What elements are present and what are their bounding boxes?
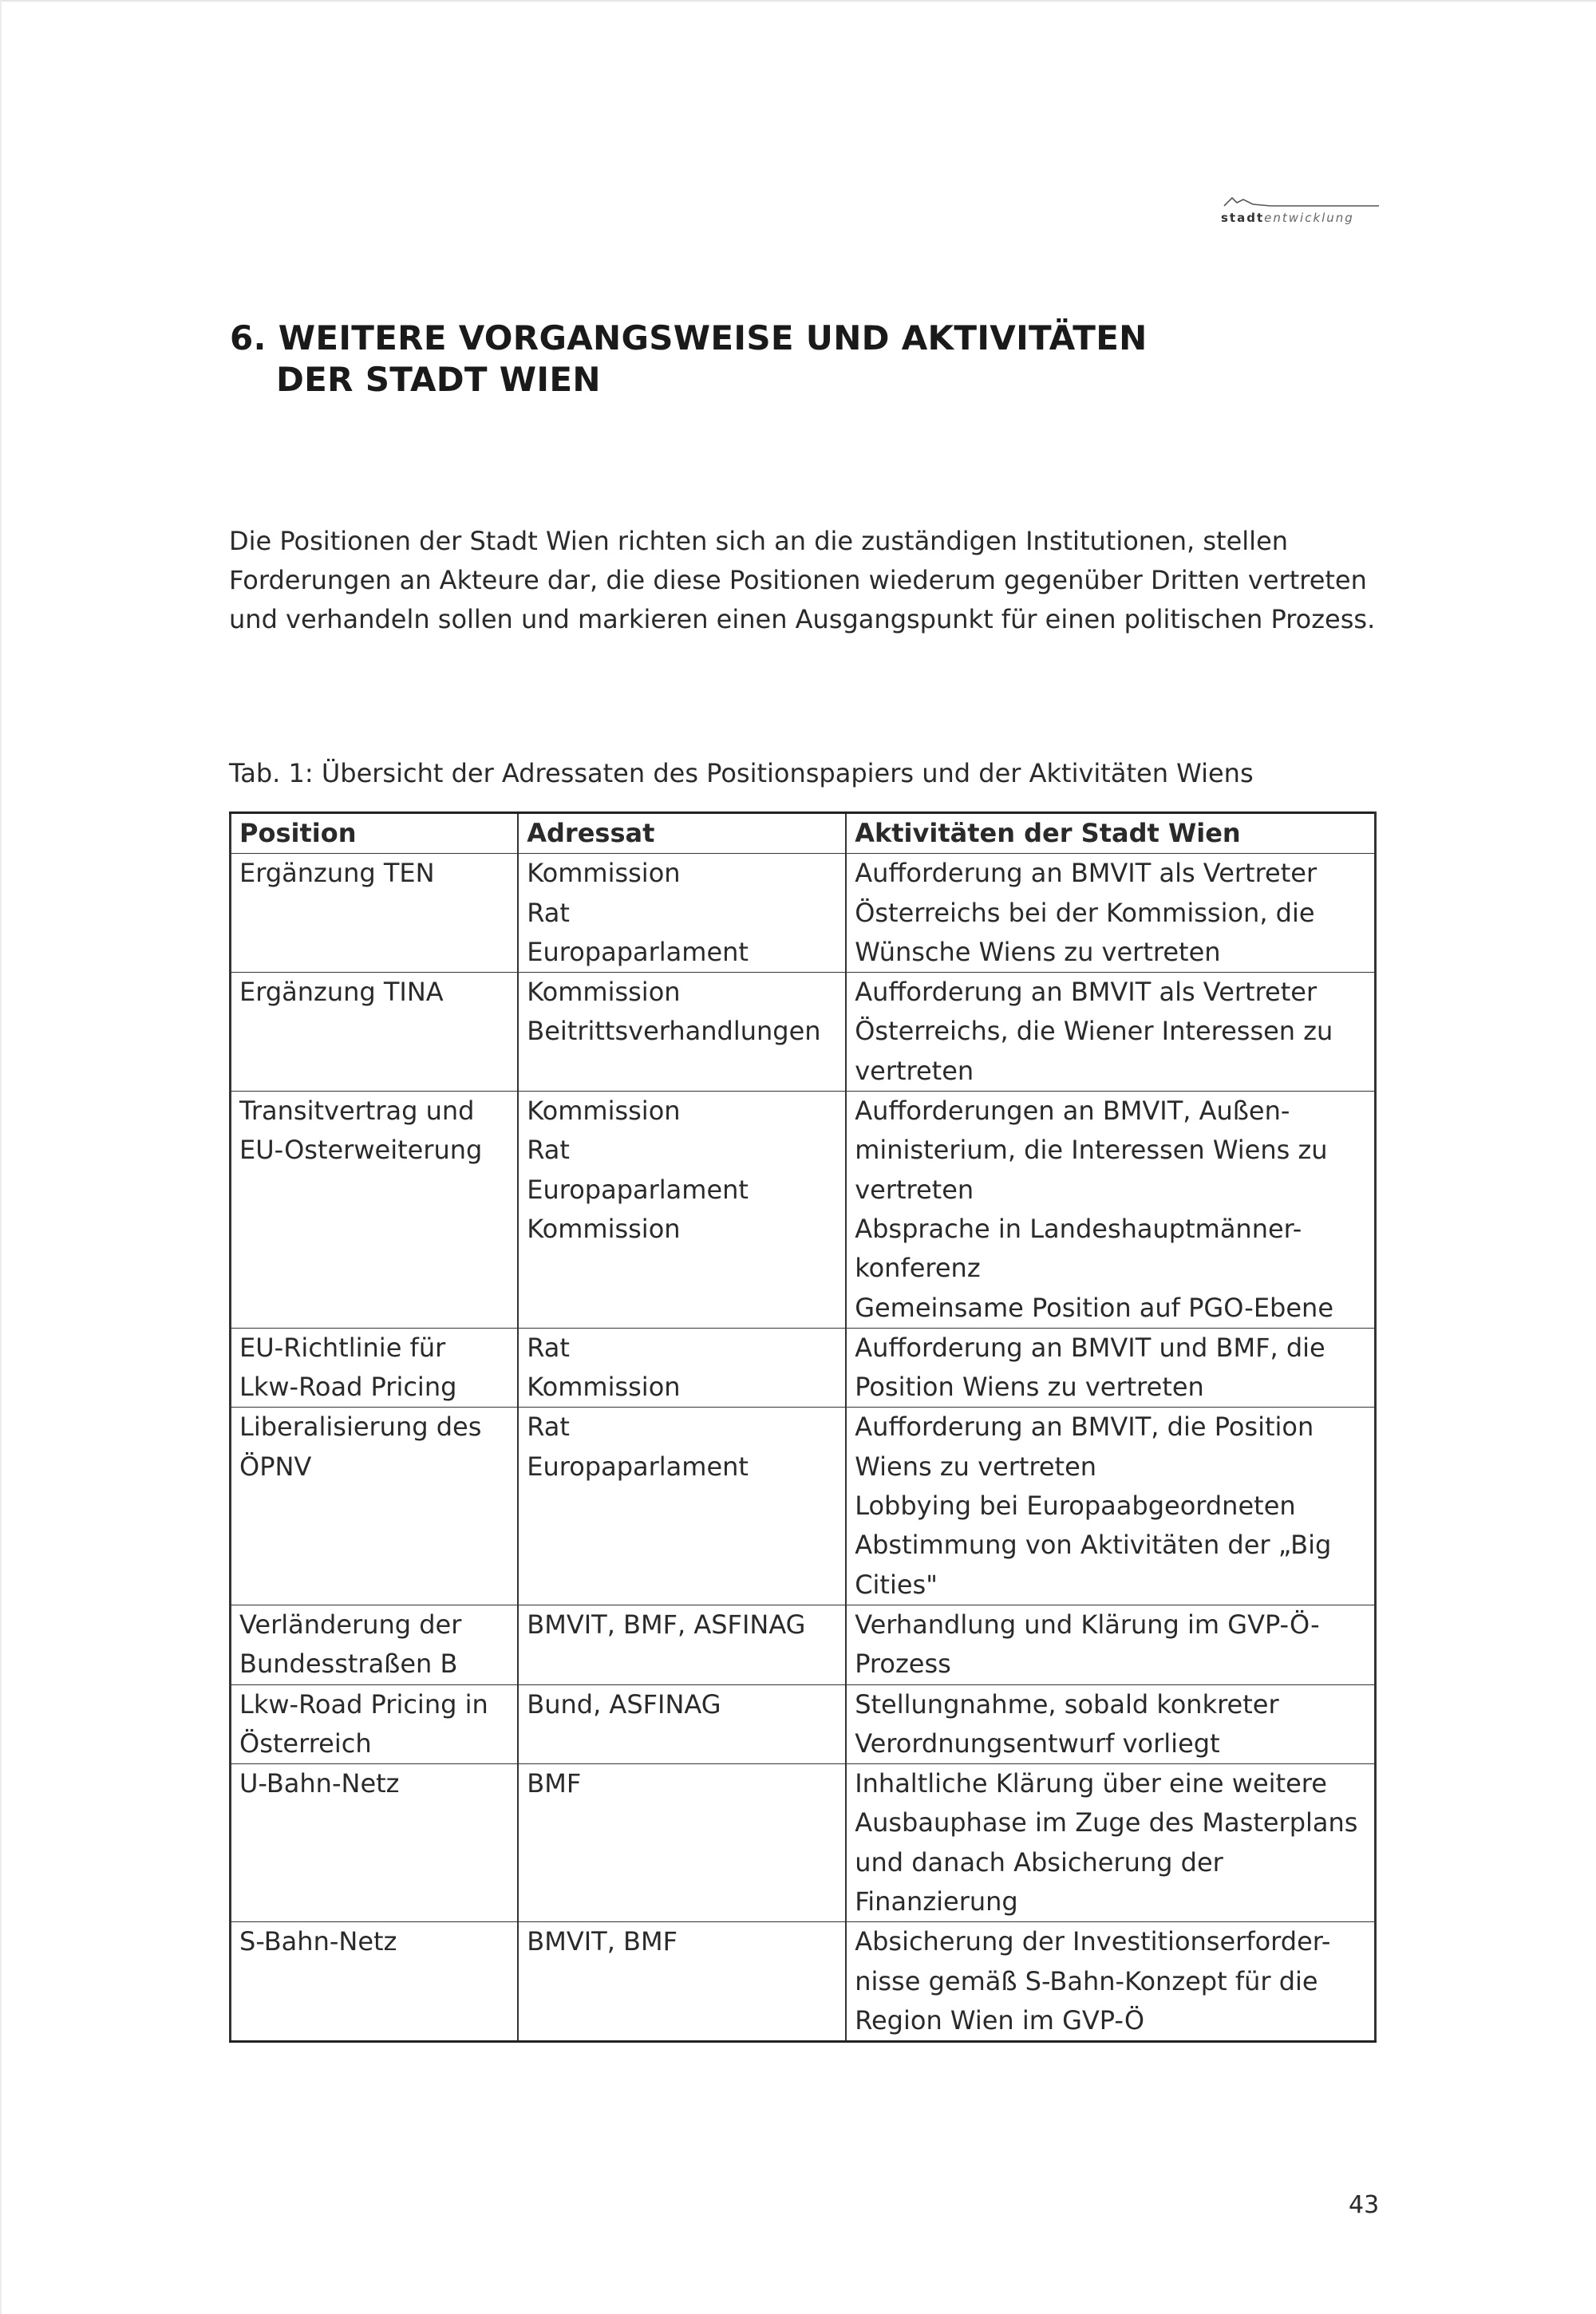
cell-line: Beitrittsverhandlungen	[527, 1016, 821, 1047]
cell-aktivitaeten	[846, 973, 1375, 1092]
cell-line: Cities"	[855, 1569, 938, 1600]
cell-line: Abstimmung von Aktivitäten der „Big	[855, 1530, 1332, 1561]
table-row	[231, 1922, 1376, 2042]
cell-position	[231, 1328, 519, 1408]
cell-adressat	[518, 1684, 846, 1764]
cell-line: Inhaltliche Klärung über eine weitere	[855, 1768, 1327, 1799]
section-heading	[230, 318, 1148, 401]
cell-line: S-Bahn-Netz	[239, 1926, 397, 1957]
cell-line: Gemeinsame Position auf PGO-Ebene	[855, 1292, 1334, 1323]
cell-line: Stellungnahme, sobald konkreter	[855, 1688, 1279, 1720]
cell-line: Ausbauphase im Zuge des Masterplans	[855, 1807, 1358, 1838]
cell-line: nisse gemäß S-Bahn-Konzept für die	[855, 1965, 1318, 1996]
cell-line: Europaparlament	[527, 1174, 749, 1205]
cell-line: Prozess	[855, 1649, 951, 1680]
cell-line: vertreten	[855, 1055, 974, 1086]
table-row	[231, 1092, 1376, 1329]
cell-line: EU-Richtlinie für	[239, 1332, 446, 1363]
page-number: 43	[1349, 2191, 1380, 2219]
logo-wordmark: stadtentwicklung	[1221, 211, 1354, 225]
intro-paragraph: Die Positionen der Stadt Wien richten sich an die zuständigen Institutionen, stellen Forderungen an Akteure dar, die diese Positionen wiederum gegenüber Dritten vertreten und verhandeln sollen und markieren einen Ausgangspunkt für einen politischen Prozess.	[229, 526, 1376, 634]
cell-line: Rat	[527, 897, 570, 928]
cell-position	[231, 1684, 519, 1764]
cell-line: Wiens zu vertreten	[855, 1451, 1097, 1482]
cell-line: Ergänzung TEN	[239, 858, 435, 889]
cell-line: Rat	[527, 1412, 570, 1443]
cell-line: Liberalisierung des	[239, 1412, 482, 1443]
cell-line: Verländerung der	[239, 1609, 462, 1640]
cell-line: Österreichs, die Wiener Interessen zu	[855, 1016, 1333, 1047]
cell-line: Europaparlament	[527, 1451, 749, 1482]
cell-line: Kommission	[527, 1372, 681, 1403]
cell-line: ÖPNV	[239, 1451, 312, 1482]
table-row	[231, 1408, 1376, 1605]
cell-line: Position Wiens zu vertreten	[855, 1372, 1204, 1403]
header-aktivitaeten: Aktivitäten der Stadt Wien	[846, 813, 1375, 854]
table-row	[231, 1328, 1376, 1408]
table-body	[231, 854, 1376, 2042]
cell-line: Verordnungsentwurf vorliegt	[855, 1728, 1220, 1759]
section-heading-line-1: 6. WEITERE VORGANGSWEISE UND AKTIVITÄTEN	[230, 318, 1148, 357]
cell-adressat	[518, 1092, 846, 1329]
cell-line: Bundesstraßen B	[239, 1649, 458, 1680]
cell-line: Rat	[527, 1332, 570, 1363]
cell-line: Absicherung der Investitionserforder-	[855, 1926, 1331, 1957]
cell-line: Rat	[527, 1135, 570, 1166]
table-row	[231, 1684, 1376, 1764]
cell-aktivitaeten	[846, 1605, 1375, 1684]
cell-line: Kommission	[527, 858, 681, 889]
cell-line: Transitvertrag und	[239, 1096, 475, 1127]
cell-line: Wünsche Wiens zu vertreten	[855, 936, 1221, 967]
stadtentwicklung-logo	[1221, 192, 1381, 231]
cell-line: konferenz	[855, 1253, 981, 1284]
cell-line: vertreten	[855, 1174, 974, 1205]
cell-position	[231, 1764, 519, 1922]
cell-line: Ergänzung TINA	[239, 977, 444, 1008]
cell-line: Österreich	[239, 1728, 372, 1759]
cell-line: Aufforderung an BMVIT als Vertreter	[855, 858, 1317, 889]
cell-line: Aufforderung an BMVIT und BMF, die	[855, 1332, 1325, 1363]
cell-line: Aufforderung an BMVIT als Vertreter	[855, 977, 1317, 1008]
cell-position	[231, 1605, 519, 1684]
table-row	[231, 973, 1376, 1092]
cell-line: Kommission	[527, 1096, 681, 1127]
cell-aktivitaeten	[846, 1328, 1375, 1408]
table-header-row	[231, 813, 1376, 854]
cell-adressat	[518, 1408, 846, 1605]
adressaten-table	[229, 811, 1377, 2043]
cell-adressat	[518, 1764, 846, 1922]
cell-line: Lobbying bei Europaabgeordneten	[855, 1491, 1296, 1522]
cell-aktivitaeten	[846, 1408, 1375, 1605]
cell-aktivitaeten	[846, 1684, 1375, 1764]
cell-position	[231, 1092, 519, 1329]
cell-line: ministerium, die Interessen Wiens zu	[855, 1135, 1328, 1166]
cell-position	[231, 1922, 519, 2042]
cell-position	[231, 973, 519, 1092]
cell-line: Aufforderung an BMVIT, die Position	[855, 1412, 1314, 1443]
table-row	[231, 854, 1376, 973]
cell-line: Aufforderungen an BMVIT, Außen-	[855, 1096, 1290, 1127]
cell-line: BMVIT, BMF	[527, 1926, 678, 1957]
cell-line: Kommission	[527, 977, 681, 1008]
section-heading-line-2: DER STADT WIEN	[276, 360, 601, 399]
cell-position	[231, 1408, 519, 1605]
cell-line: Finanzierung	[855, 1886, 1018, 1917]
header-adressat: Adressat	[518, 813, 846, 854]
cell-adressat	[518, 854, 846, 973]
cell-adressat	[518, 1922, 846, 2042]
logo-skyline-icon	[1221, 192, 1381, 212]
cell-aktivitaeten	[846, 1922, 1375, 2042]
table-row	[231, 1605, 1376, 1684]
cell-line: Region Wien im GVP-Ö	[855, 2004, 1145, 2036]
cell-line: EU-Osterweiterung	[239, 1135, 483, 1166]
cell-line: Lkw-Road Pricing in	[239, 1688, 488, 1720]
header-position: Position	[231, 813, 519, 854]
cell-line: Europaparlament	[527, 936, 749, 967]
cell-line: Kommission	[527, 1213, 681, 1244]
cell-line: und danach Absicherung der	[855, 1846, 1223, 1878]
cell-aktivitaeten	[846, 1764, 1375, 1922]
cell-adressat	[518, 973, 846, 1092]
cell-adressat	[518, 1328, 846, 1408]
cell-line: BMF	[527, 1768, 582, 1799]
cell-position	[231, 854, 519, 973]
cell-line: Verhandlung und Klärung im GVP-Ö-	[855, 1609, 1320, 1640]
cell-line: Bund, ASFINAG	[527, 1688, 721, 1720]
cell-line: Absprache in Landeshauptmänner-	[855, 1213, 1302, 1244]
cell-line: U-Bahn-Netz	[239, 1768, 400, 1799]
cell-line: BMVIT, BMF, ASFINAG	[527, 1609, 806, 1640]
table-caption: Tab. 1: Übersicht der Adressaten des Positionspapiers und der Aktivitäten Wiens	[229, 758, 1254, 788]
cell-adressat	[518, 1605, 846, 1684]
cell-line: Österreichs bei der Kommission, die	[855, 897, 1315, 928]
table-row	[231, 1764, 1376, 1922]
cell-aktivitaeten	[846, 1092, 1375, 1329]
cell-aktivitaeten	[846, 854, 1375, 973]
cell-line: Lkw-Road Pricing	[239, 1372, 457, 1403]
